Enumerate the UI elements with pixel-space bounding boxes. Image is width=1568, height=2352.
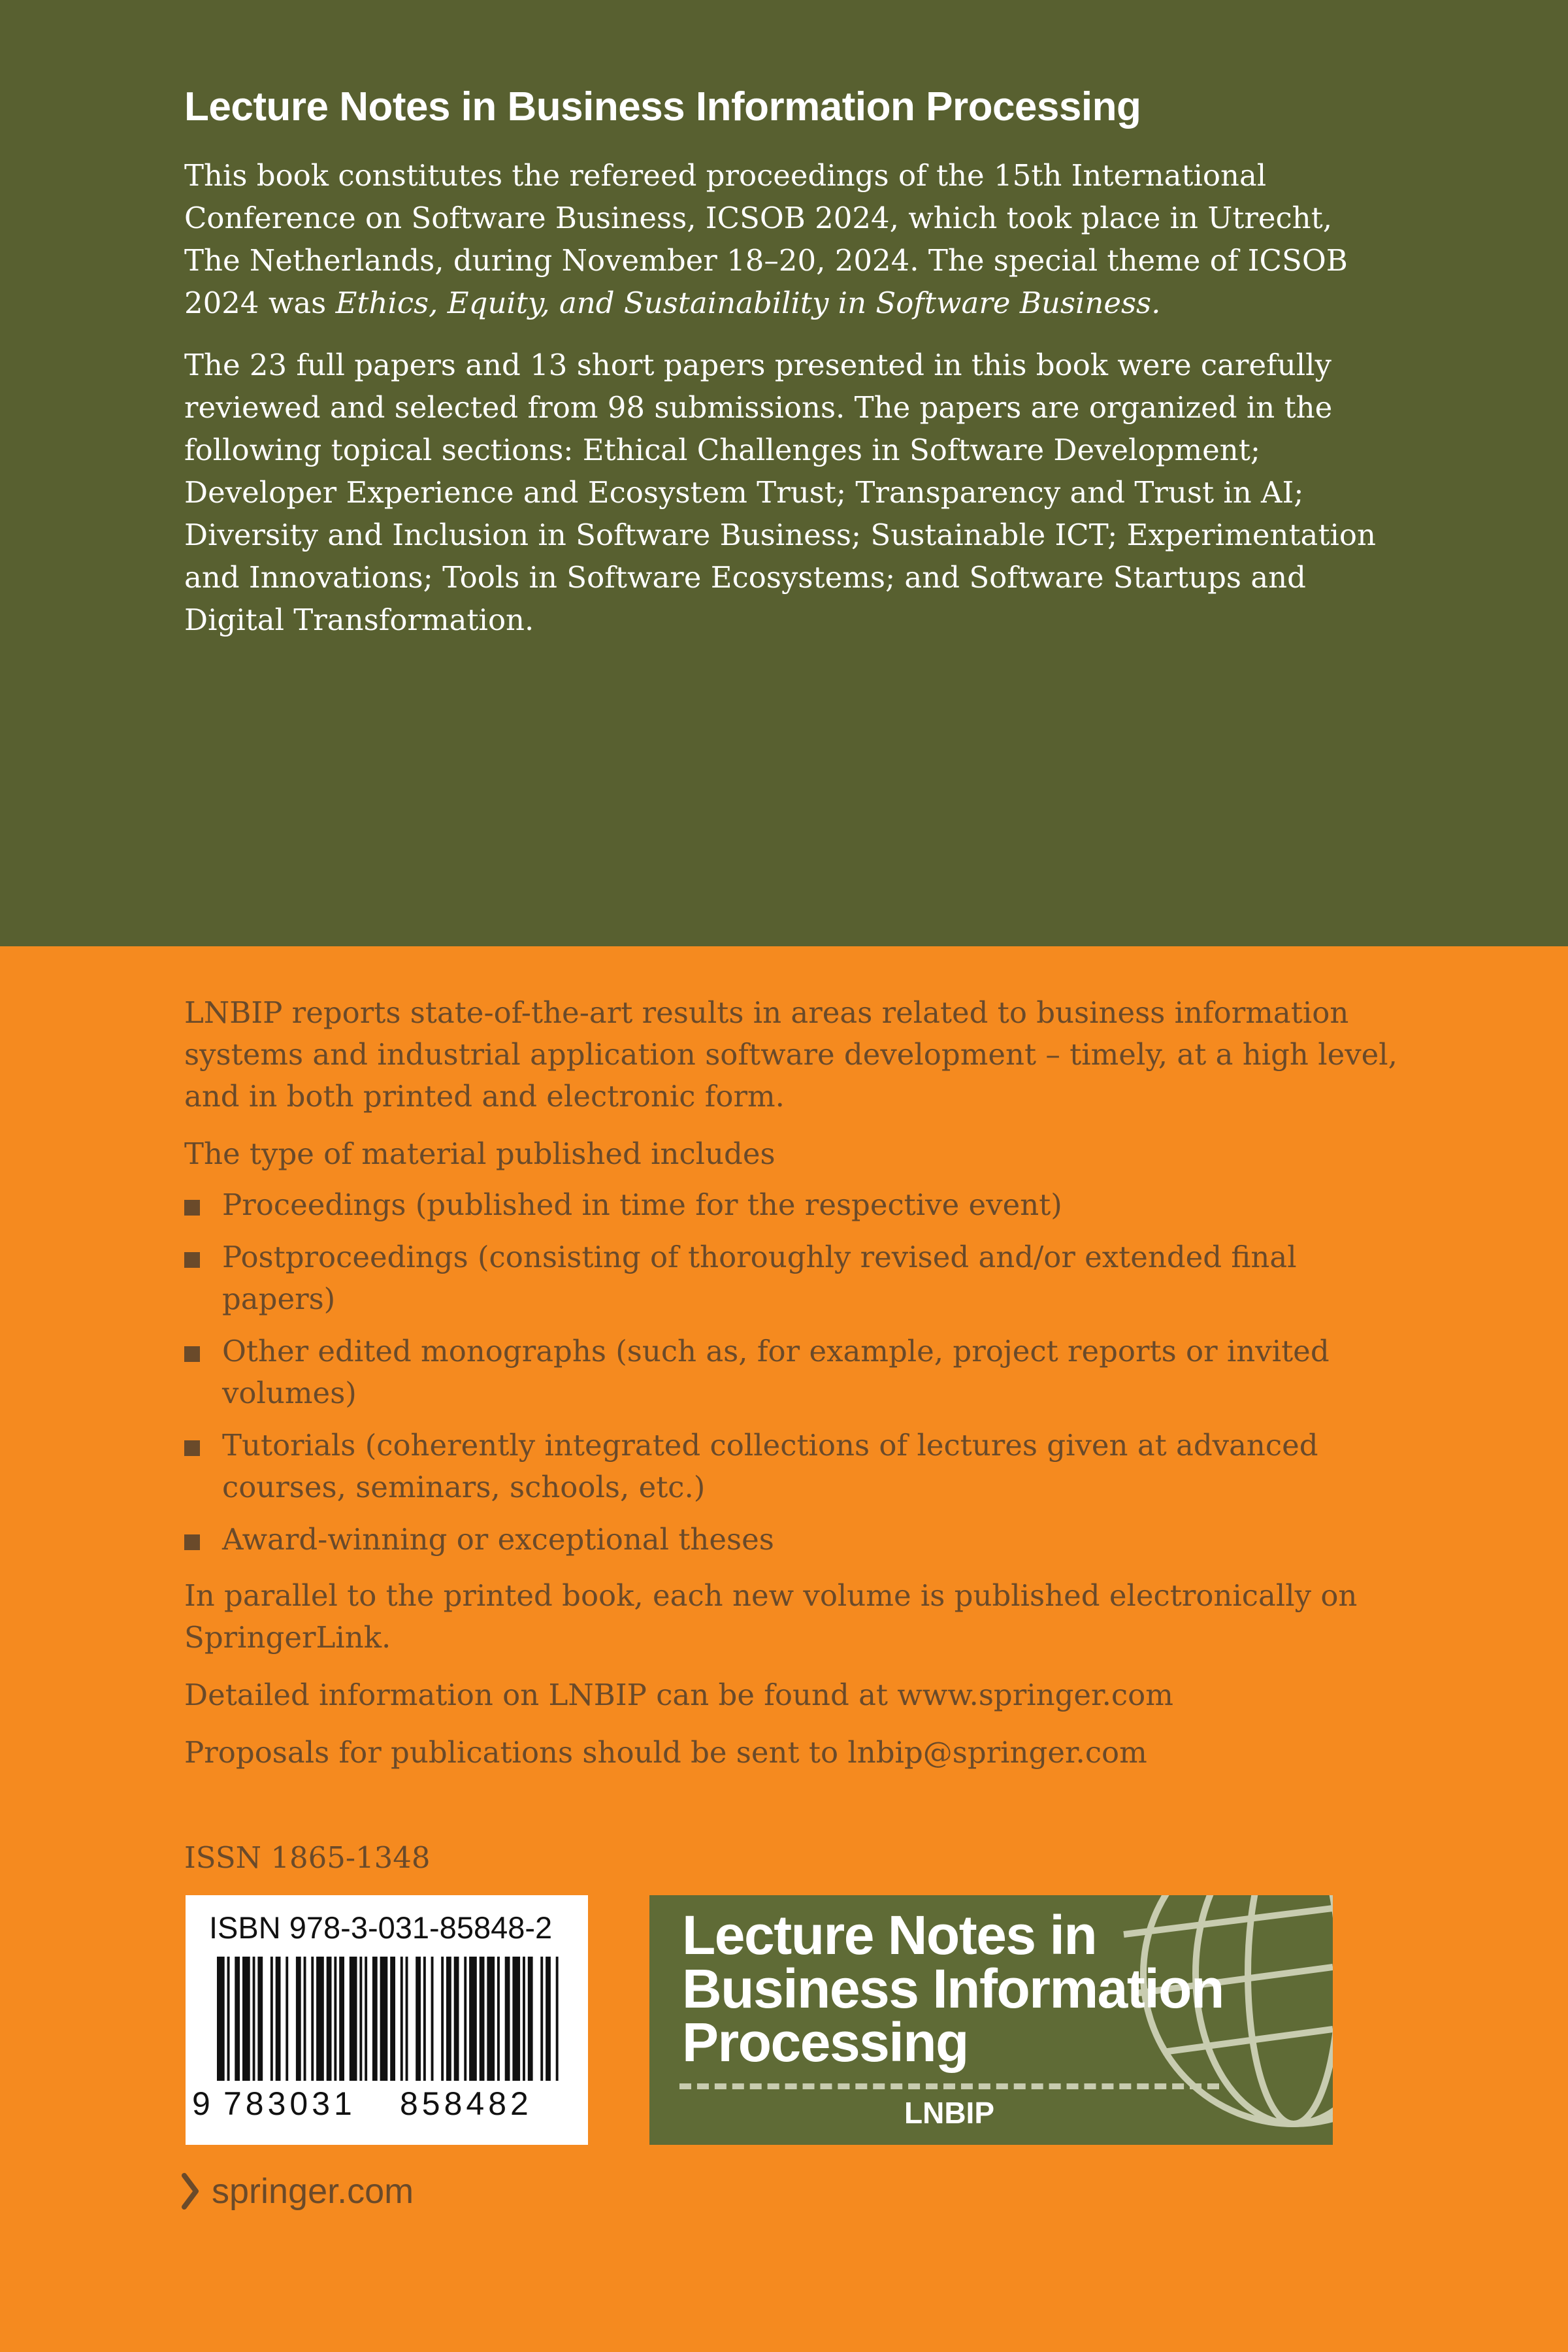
bullet-square-icon	[184, 1200, 200, 1216]
barcode-bar	[431, 1957, 434, 2081]
lnbip-intro: LNBIP reports state-of-the-art results in areas related to business information systems and industrial application software development – timely, at a high level, and in both printed and electronic form.	[184, 995, 1397, 1114]
barcode-bar	[441, 1957, 444, 2081]
barcode-bar	[487, 1957, 495, 2081]
material-list	[184, 1184, 1399, 1561]
barcode-bar	[480, 1957, 485, 2081]
barcode-bar	[400, 1957, 403, 2081]
barcode-bar	[217, 1957, 225, 2081]
barcode-bar	[286, 1957, 288, 2081]
barcode-bar	[257, 1957, 263, 2081]
barcode-bar	[296, 1957, 301, 2081]
barcode-bar	[546, 1957, 551, 2081]
list-item: Award-winning or exceptional theses	[184, 1519, 1399, 1561]
springer-site[interactable]: springer.com	[212, 2172, 414, 2211]
bullet-square-icon	[184, 1440, 200, 1456]
proposals-line: Proposals for publications should be sent to lnbip@springer.com	[184, 1735, 1147, 1770]
barcode-bar	[227, 1957, 230, 2081]
barcode-bar	[270, 1957, 273, 2081]
description-lead: This book constitutes the refereed proceedings of the 15th International Conference on Software Business, ICSOB 2024, which took place in Utrecht, The Netherlands, during November 18–20, 2024. The special theme of ICSOB 2024 was	[184, 158, 1348, 320]
barcode-bar	[416, 1957, 421, 2081]
springer-link[interactable]	[180, 2168, 414, 2214]
barcode-bar	[523, 1957, 525, 2081]
barcode-bar	[464, 1957, 466, 2081]
series-logo	[649, 1895, 1333, 2145]
book-description	[184, 154, 1380, 661]
barcode-bar	[497, 1957, 500, 2081]
info-line: Detailed information on LNBIP can be found at www.springer.com	[184, 1678, 1173, 1712]
chevron-right-icon	[180, 2172, 200, 2211]
top-band	[0, 0, 1568, 946]
barcode-bar	[454, 1957, 459, 2081]
barcode-bar	[311, 1957, 314, 2081]
description-paragraph-2: The 23 full papers and 13 short papers presented in this book were carefully reviewed and selected from 98 submissions. The papers are organized in the following topical sections: Ethical Challenges in Software Development; Developer Experience and Ecosystem Trust; Transparency and Trust in AI; Diversity and Inclusion in Software Business; Sustainable ICT; Experimentation and Innovations; Tools in Software Ecosystems; and Software Startups and Digital Transformation.	[184, 348, 1376, 637]
barcode-bar	[253, 1957, 255, 2081]
barcode-bar	[359, 1957, 362, 2081]
material-heading: The type of material published includes	[184, 1136, 776, 1171]
series-description	[184, 992, 1399, 1789]
list-item: Other edited monographs (such as, for example, project reports or invited volumes)	[184, 1331, 1399, 1414]
barcode-bar	[235, 1957, 240, 2081]
barcode-bar	[540, 1957, 543, 2081]
barcode-bar	[365, 1957, 367, 2081]
barcode-bar	[316, 1957, 324, 2081]
isbn-label: ISBN 978-3-031-85848-2	[209, 1910, 553, 1945]
bullet-square-icon	[184, 1252, 200, 1268]
barcode-bar	[390, 1957, 395, 2081]
barcode-digits-left: 783031	[223, 2085, 356, 2122]
barcode-bar	[505, 1957, 510, 2081]
barcode-bar	[380, 1957, 388, 2081]
issn: ISSN 1865-1348	[184, 1840, 431, 1875]
barcode-bar	[304, 1957, 306, 2081]
bullet-square-icon	[184, 1534, 200, 1550]
barcode-bar	[446, 1957, 451, 2081]
electronic-publishing-note: In parallel to the printed book, each new volume is published electronically on SpringerLink.	[184, 1578, 1358, 1655]
barcode-icon	[210, 1957, 563, 2087]
barcode-bar	[276, 1957, 281, 2081]
barcode-bar	[327, 1957, 332, 2081]
barcode-digits-right: 858482	[400, 2085, 532, 2122]
list-item: Tutorials (coherently integrated collections of lectures given at advanced courses, seminars, schools, etc.)	[184, 1425, 1399, 1508]
description-paragraph-1	[184, 154, 1380, 324]
logo-title: Lecture Notes in Business Information Processing	[682, 1904, 1224, 2073]
bullet-square-icon	[184, 1346, 200, 1362]
barcode-bar	[372, 1957, 378, 2081]
barcode-bar	[334, 1957, 336, 2081]
barcode-bar	[512, 1957, 520, 2081]
barcode-bar	[423, 1957, 426, 2081]
series-title: Lecture Notes in Business Information Processing	[184, 84, 1141, 129]
barcode-bar	[469, 1957, 477, 2081]
barcode-bar	[556, 1957, 559, 2081]
barcode-bar	[242, 1957, 250, 2081]
barcode-bar	[406, 1957, 408, 2081]
barcode-digit-lead: 9	[192, 2085, 210, 2122]
barcode-bar	[350, 1957, 357, 2081]
logo-abbreviation: LNBIP	[904, 2096, 994, 2130]
special-theme: Ethics, Equity, and Sustainability in Software Business.	[335, 286, 1161, 320]
list-item: Proceedings (published in time for the respective event)	[184, 1184, 1399, 1226]
isbn-barcode	[186, 1895, 588, 2145]
list-item: Postproceedings (consisting of thoroughly revised and/or extended final papers)	[184, 1236, 1399, 1320]
barcode-bar	[528, 1957, 533, 2081]
barcode-bar	[339, 1957, 344, 2081]
logo-dashed-divider	[679, 2083, 1219, 2089]
